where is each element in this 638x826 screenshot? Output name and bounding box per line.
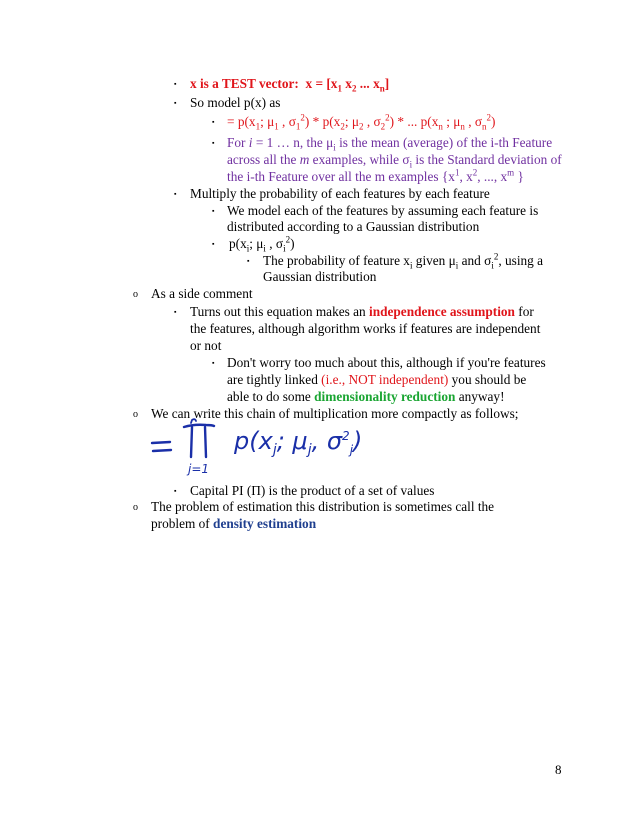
- multiply-line: Multiply the probability of each features by each feature: [190, 186, 490, 201]
- formula-eq: =: [148, 447, 149, 448]
- bullet-square: ▪: [212, 207, 215, 215]
- examples-line: the i-th Feature over all the m examples {$x^1$, $x^2$, ..., $x^m$ }: [227, 167, 524, 184]
- page-number: 8: [555, 762, 562, 777]
- bullet-square: ▪: [174, 99, 177, 107]
- bullet-square: ▪: [174, 80, 177, 88]
- bullet-circle: o: [133, 289, 138, 300]
- dimensionality-highlight: dimensionality reduction: [314, 389, 456, 404]
- bullet-square: ▪: [212, 359, 215, 367]
- compact-line: We can write this chain of multiplication more compactly as follows;: [151, 406, 519, 421]
- density-estimation-highlight: density estimation: [213, 516, 317, 531]
- bullet-square: ▪: [174, 308, 177, 316]
- gaussian-model-line: We model each of the features by assuming each feature is: [227, 203, 539, 218]
- bullet-square: ▪: [174, 190, 177, 198]
- product-expansion-line: = $p(x_1$; $\mu_1$ , $\sigma_1^2) * p(x_2$; $\mu_2$ , $\sigma_2^2$) * ... $p(x_n$ ; $\mu_n$ , $\sigma_n^2$): [227, 112, 496, 132]
- test-vector-line: x is a TEST vector: $x = [x_1$ $x_2$ ... $x_n$]: [190, 76, 390, 94]
- probability-term: $p(x_i$; $\mu_i$ , $\sigma_i^2$): [229, 234, 295, 254]
- estimation-line-2: problem of density estimation: [151, 516, 317, 531]
- independence-line: Turns out this equation makes an independence assumption for: [190, 304, 534, 319]
- probability-description: The probability of feature $x_i$ given $\mu_i$ and $\sigma_i^2$, using a: [263, 251, 544, 271]
- worry-line-2: are tightly linked (i.e., NOT independent) you should be: [227, 372, 527, 387]
- bullet-square: ▪: [247, 257, 250, 265]
- bullet-square: ▪: [212, 240, 215, 248]
- bullet-circle: o: [133, 409, 138, 420]
- side-comment-line: As a side comment: [151, 286, 253, 301]
- independence-line-3: or not: [190, 338, 222, 353]
- bullet-circle: o: [133, 502, 138, 513]
- worry-line: Don't worry too much about this, although if you're features: [227, 355, 546, 370]
- independence-highlight: independence assumption: [369, 304, 515, 319]
- stddev-description-line: across all the m examples, while $\sigma_i$ is the Standard deviation of: [227, 152, 562, 170]
- gaussian-model-line-2: distributed according to a Gaussian distribution: [227, 219, 480, 234]
- handwritten-product-formula: [148, 415, 408, 477]
- formula-lower-bound: j=1: [188, 462, 210, 476]
- independence-line-2: the features, although algorithm works if features are independent: [190, 321, 541, 336]
- bullet-square: ▪: [174, 487, 177, 495]
- estimation-line: The problem of estimation this distribution is sometimes call the: [151, 499, 495, 514]
- bullet-square: ▪: [212, 139, 215, 147]
- model-line: So model p(x) as: [190, 95, 281, 110]
- capital-pi-line: Capital PI (Π) is the product of a set of values: [190, 483, 435, 498]
- svg-text:p(xj; μj, σ2j): $p(x_j$; $\mu_j$, $\sigma^2_j$): [234, 427, 363, 458]
- bullet-square: ▪: [212, 118, 215, 126]
- mean-description-line: For i = 1 … n, the $\mu_i$ is the mean (average) of the i-th Feature: [227, 135, 553, 153]
- not-independent-highlight: (i.e., NOT independent): [321, 372, 449, 387]
- worry-line-3: able to do some dimensionality reduction anyway!: [227, 389, 505, 404]
- probability-description-2: Gaussian distribution: [263, 269, 377, 284]
